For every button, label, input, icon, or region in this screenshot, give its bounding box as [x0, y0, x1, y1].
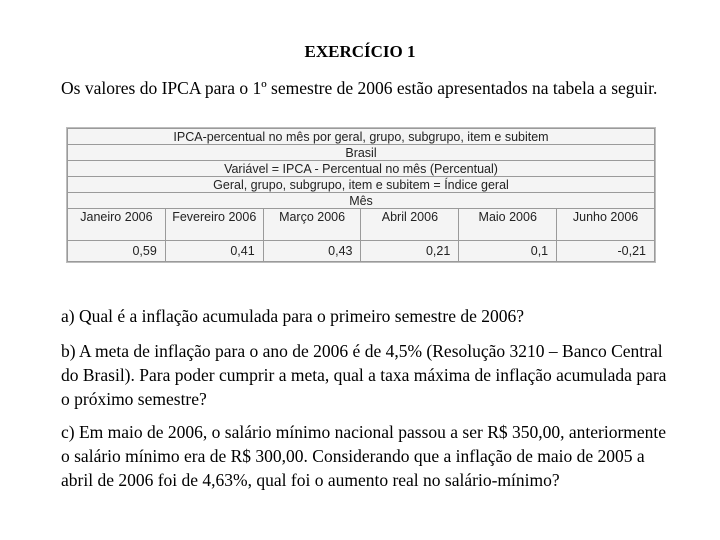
month-cell: Abril 2006	[361, 209, 459, 241]
month-cell: Maio 2006	[459, 209, 557, 241]
table-header-title: IPCA-percentual no mês por geral, grupo, subgrupo, item e subitem	[68, 129, 655, 145]
value-cell: 0,41	[165, 241, 263, 262]
month-cell: Junho 2006	[557, 209, 655, 241]
month-cell: Março 2006	[263, 209, 361, 241]
table-header-variable: Variável = IPCA - Percentual no mês (Percentual)	[68, 161, 655, 177]
table-row-months	[68, 209, 655, 241]
ipca-table-image	[66, 127, 656, 263]
table-header-month: Mês	[68, 193, 655, 209]
table-header-index: Geral, grupo, subgrupo, item e subitem = Índice geral	[68, 177, 655, 193]
exercise-title: EXERCÍCIO 1	[304, 42, 416, 61]
value-cell: 0,59	[68, 241, 166, 262]
intro-paragraph: Os valores do IPCA para o 1º semestre de 2006 estão apresentados na tabela a seguir.	[61, 78, 658, 98]
question-c: c) Em maio de 2006, o salário mínimo nacional passou a ser R$ 350,00, anteriormente o salário mínimo era de R$ 300,00. Considerando que a inflação de maio de 2005 a abril de 2006 foi de 4,63%, qual foi o aumento real no salário-mínimo?	[61, 422, 667, 490]
value-cell: 0,43	[263, 241, 361, 262]
month-cell: Fevereiro 2006	[165, 209, 263, 241]
value-cell: 0,21	[361, 241, 459, 262]
month-cell: Janeiro 2006	[68, 209, 166, 241]
table-header-region: Brasil	[68, 145, 655, 161]
question-a: a) Qual é a inflação acumulada para o primeiro semestre de 2006?	[61, 306, 525, 326]
value-cell: -0,21	[557, 241, 655, 262]
question-b: b) A meta de inflação para o ano de 2006 é de 4,5% (Resolução 3210 – Banco Central do Brasil). Para poder cumprir a meta, qual a taxa máxima de inflação acumulada para o próximo semestre?	[61, 341, 667, 409]
value-cell: 0,1	[459, 241, 557, 262]
table-row-values	[68, 241, 655, 262]
ipca-table	[67, 128, 655, 262]
